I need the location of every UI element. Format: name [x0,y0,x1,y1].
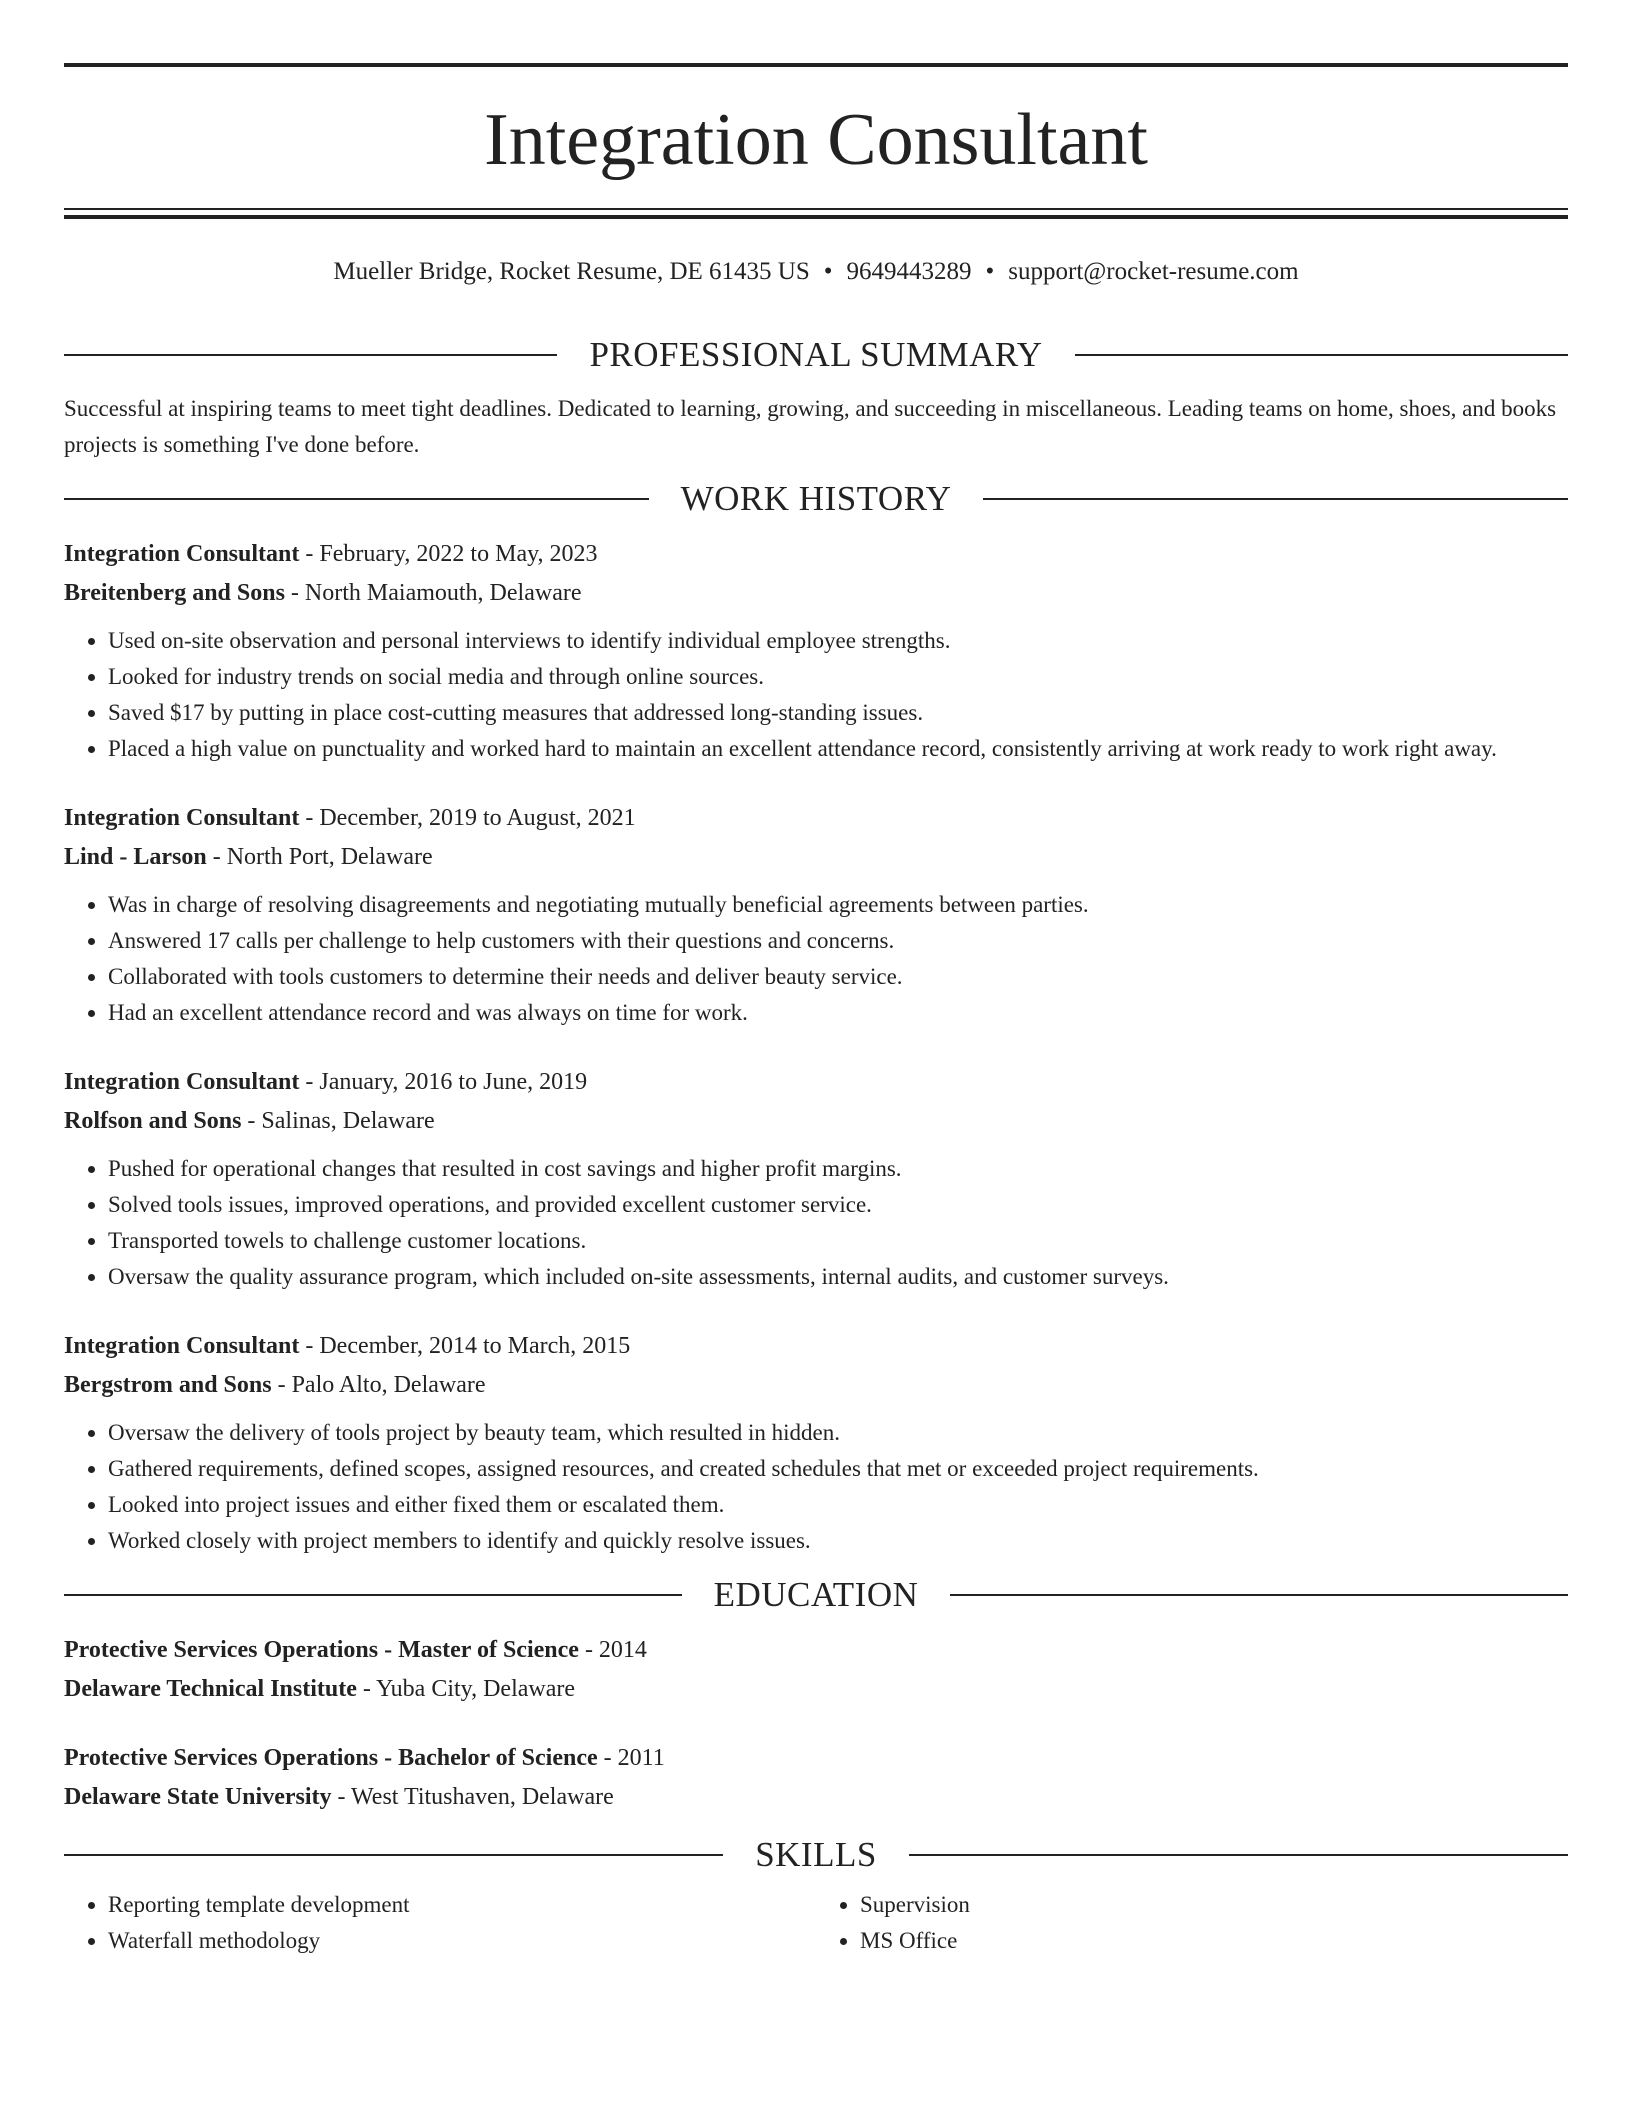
job-company: Bergstrom and Sons [64,1372,272,1398]
job-bullets [64,887,1568,1031]
job-company-line [64,838,1568,877]
list-item: • Solved tools issues, improved operations, and provided excellent customer service. [108,1187,1568,1223]
list-item: • Saved $17 by putting in place cost-cutting measures that addressed long-standing issues. [108,695,1568,731]
skills-column-right [816,1887,1568,1959]
job-entry [64,1063,1568,1295]
job-entry [64,799,1568,1031]
job-dates: - December, 2019 to August, 2021 [299,805,636,831]
list-item: • Looked for industry trends on social media and through online sources. [108,659,1568,695]
list-item: • Was in charge of resolving disagreements and negotiating mutually beneficial agreements between parties. [108,887,1568,923]
education-degree-line [64,1631,1568,1670]
skill-item: • Waterfall methodology [108,1923,816,1959]
skill-item: • Supervision [860,1887,1568,1923]
list-item: • Pushed for operational changes that resulted in cost savings and higher profit margins. [108,1151,1568,1187]
skills-column-left [64,1887,816,1959]
education-year: - 2014 [578,1637,647,1663]
header-top-rule [64,63,1568,67]
list-item: • Gathered requirements, defined scopes, assigned resources, and created schedules that met or exceeded project requirements. [108,1451,1568,1487]
skill-item: • MS Office [860,1923,1568,1959]
education-degree: Protective Services Operations - Master of Science [64,1637,579,1663]
list-item: • Transported towels to challenge customer locations. [108,1223,1568,1259]
header-double-rule-thin [64,208,1568,210]
education-location: - Yuba City, Delaware [356,1676,576,1702]
section-heading-education [64,1565,1568,1625]
list-item: • Worked closely with project members to identify and quickly resolve issues. [108,1523,1568,1559]
job-bullets [64,1415,1568,1559]
job-company: Breitenberg and Sons [64,580,285,606]
skill-item: • Reporting template development [108,1887,816,1923]
job-location: - Palo Alto, Delaware [271,1372,486,1398]
header-double-rule-thick [64,215,1568,219]
section-heading-text: EDUCATION [713,1575,919,1614]
job-company: Rolfson and Sons [64,1108,242,1134]
contact-address: Mueller Bridge, Rocket Resume, DE 61435 US [333,258,810,285]
heading-rule-right [1075,354,1568,356]
education-school: Delaware Technical Institute [64,1676,357,1702]
contact-email: support@rocket-resume.com [1008,258,1299,285]
list-item: • Oversaw the delivery of tools project by beauty team, which resulted in hidden. [108,1415,1568,1451]
job-title: Integration Consultant [64,1333,300,1359]
contact-phone: 9649443289 [846,258,972,285]
list-item: • Placed a high value on punctuality and worked hard to maintain an excellent attendance record, consistently arriving at work ready to work right away. [108,731,1568,767]
education-entry [64,1631,1568,1709]
education-degree-line [64,1739,1568,1778]
heading-rule-left [64,1594,682,1596]
job-title-line [64,1327,1568,1366]
job-company: Lind - Larson [64,844,207,870]
section-heading-text: SKILLS [755,1835,877,1874]
education-location: - West Titushaven, Delaware [331,1784,614,1810]
education-school-line [64,1778,1568,1817]
job-location: - North Port, Delaware [206,844,433,870]
heading-rule-left [64,1854,723,1856]
job-company-line [64,574,1568,613]
list-item: • Used on-site observation and personal interviews to identify individual employee strengths. [108,623,1568,659]
job-company-line [64,1102,1568,1141]
education-school-line [64,1670,1568,1709]
contact-separator: • [985,258,995,285]
job-title: Integration Consultant [64,805,300,831]
summary-text: Successful at inspiring teams to meet tight deadlines. Dedicated to learning, growing, and succeeding in miscellaneous. Leading teams on home, shoes, and books projects is something I've done before. [64,396,1557,457]
job-dates: - January, 2016 to June, 2019 [299,1069,588,1095]
education-degree: Protective Services Operations - Bachelor of Science [64,1745,598,1771]
education-year: - 2011 [597,1745,665,1771]
list-item: • Looked into project issues and either fixed them or escalated them. [108,1487,1568,1523]
job-title-line [64,535,1568,574]
job-title: Integration Consultant [64,541,300,567]
list-item: • Answered 17 calls per challenge to help customers with their questions and concerns. [108,923,1568,959]
job-title: Integration Consultant [64,1069,300,1095]
section-heading-summary [64,325,1568,385]
skills-list [64,1887,1568,1959]
section-heading-text: PROFESSIONAL SUMMARY [589,335,1043,374]
list-item: • Had an excellent attendance record and was always on time for work. [108,995,1568,1031]
resume-content [64,325,1568,1959]
education-school: Delaware State University [64,1784,332,1810]
heading-rule-right [983,498,1568,500]
heading-rule-right [909,1854,1568,1856]
heading-rule-left [64,354,557,356]
job-title-line [64,1063,1568,1102]
job-location: - Salinas, Delaware [241,1108,435,1134]
job-location: - North Maiamouth, Delaware [284,580,582,606]
section-heading-skills [64,1825,1568,1885]
job-dates: - February, 2022 to May, 2023 [299,541,598,567]
job-bullets [64,623,1568,767]
heading-rule-left [64,498,649,500]
section-heading-work-history [64,469,1568,529]
page-title: Integration Consultant [484,99,1148,181]
job-bullets [64,1151,1568,1295]
section-heading-text: WORK HISTORY [680,479,952,518]
job-entry [64,1327,1568,1559]
list-item: • Collaborated with tools customers to determine their needs and deliver beauty service. [108,959,1568,995]
job-dates: - December, 2014 to March, 2015 [299,1333,631,1359]
job-title-line [64,799,1568,838]
job-entry [64,535,1568,767]
education-entry [64,1739,1568,1817]
contact-separator: • [823,258,833,285]
contact-line [64,254,1568,290]
job-company-line [64,1366,1568,1405]
heading-rule-right [950,1594,1568,1596]
list-item: • Oversaw the quality assurance program, which included on-site assessments, internal audits, and customer surveys. [108,1259,1568,1295]
